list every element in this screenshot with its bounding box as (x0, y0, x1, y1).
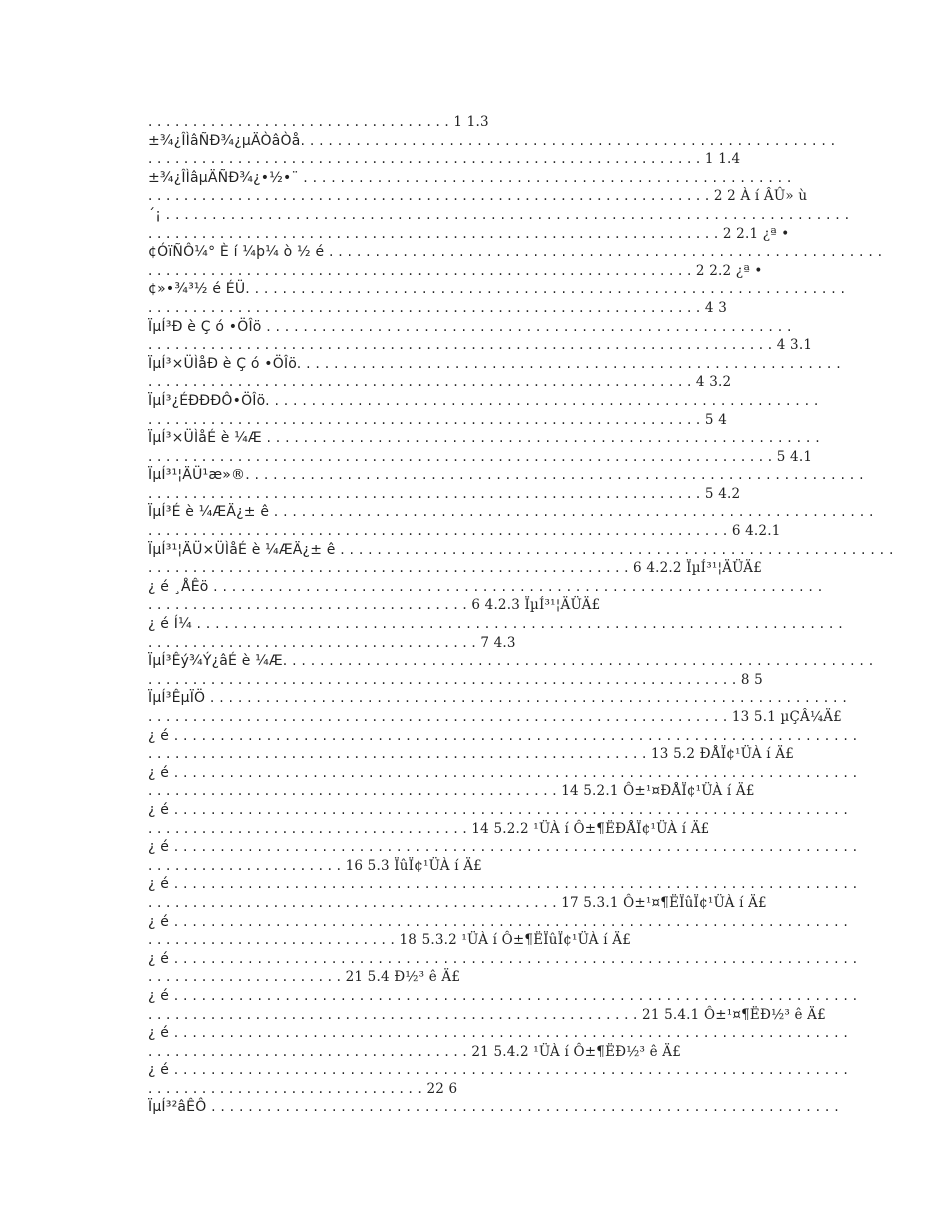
toc-entry-title: ÏµÍ³É è ¼ÆÄ¿± ê . . . . . . . . . . . . . . . . . . . . . . . . . . . . . . . . . . . . . . . . . . . . . . . . . . . . . . . . . . . . . . . . . (148, 504, 874, 521)
toc-entry-title: ÏµÍ³×ÜÌåÐ è Ç ó •ÖÎö. . . . . . . . . . . . . . . . . . . . . . . . . . . . . . . . . . . . . . . . . . . . . . . . . . . . . . . . . . . (148, 355, 841, 372)
toc-entry-title: ÏµÍ³¹¦ÄÜ×ÜÌåÉ è ¼ÆÄ¿± ê . . . . . . . . . . . . . . . . . . . . . . . . . . . . . . . . . . . . . . . . . . . . . . . . . . . . . . . . . . . . (148, 541, 894, 558)
toc-dots-line: . . . . . . . . . . . . . . . . . . . . . . . . . . . . . . . . . . . . . . . . . . . . . . . . . . . . . . 6 4.2.2 ÏµÍ³¹¦ÄÜÄ£ (148, 560, 763, 577)
toc-entry-title: ÏµÍ³ÊµÏÖ . . . . . . . . . . . . . . . . . . . . . . . . . . . . . . . . . . . . . . . . . . . . . . . . . . . . . . . . . . . . . . . . . . . . . (148, 690, 848, 707)
toc-entry-title: ÏµÍ³¿ÉÐÐÐÔ•ÖÎö. . . . . . . . . . . . . . . . . . . . . . . . . . . . . . . . . . . . . . . . . . . . . . . . . . . . . . . . . . . . (148, 392, 819, 409)
toc-dots-line: . . . . . . . . . . . . . . . . . . . . . . . . . . . . . . . . . . . . . . . . . . . . . . . . . . . . . . . . . . . . . . . . . . 8 5 (148, 671, 763, 688)
toc-entry-title: ÏµÍ³²âÊÔ . . . . . . . . . . . . . . . . . . . . . . . . . . . . . . . . . . . . . . . . . . . . . . . . . . . . . . . . . . . . . . . . . . . . (148, 1099, 839, 1116)
toc-dots-line: . . . . . . . . . . . . . . . . . . . . . . . . . . . . . . . . . . . . . . . . . . . . . . . . . . . . . . . . . . . . . . . . 2 2.1 ¿ª • (148, 225, 790, 242)
toc-entry-title: ¿ é . . . . . . . . . . . . . . . . . . . . . . . . . . . . . . . . . . . . . . . . . . . . . . . . . . . . . . . . . . . . . . . . . . . . . . . . . (148, 913, 849, 930)
toc-entry-title: ±¾¿ÎÌâÑÐ¾¿µÄÒâÒå. . . . . . . . . . . . . . . . . . . . . . . . . . . . . . . . . . . . . . . . . . . . . . . . . . . . . . . . . . (148, 132, 836, 149)
toc-dots-line: . . . . . . . . . . . . . . . . . . . . . . . . . . . . . . . . . . . . . . . . . . . . . . 14 5.2.1 Ô±¹¤ÐÅÏ¢¹ÜÀ í Ä£ (148, 783, 755, 800)
toc-dots-line: . . . . . . . . . . . . . . . . . . . . . . . . . . . . . . . . . . 1 1.3 (148, 114, 489, 130)
toc-dots-line: . . . . . . . . . . . . . . . . . . . . . . . . . . . . . . . . . . . . . . . . . . . . . . . . . . . . . . . . . . . . . . . . . 13 5.1 µÇÂ¼Ä£ (148, 709, 842, 725)
table-of-contents (148, 113, 894, 1117)
toc-entry-title: ¢ÓïÑÔ¼° È í ¼þ¼ ò ½ é . . . . . . . . . . . . . . . . . . . . . . . . . . . . . . . . . . . . . . . . . . . . . . . . . . . . . . . . . . . . (148, 244, 883, 261)
toc-dots-line: . . . . . . . . . . . . . . . . . . . . . . . . . . . . . . . . . . . . 6 4.2.3 ÏµÍ³¹¦ÄÜÄ£ (148, 597, 601, 614)
toc-entry-title: ¢»•¾³½ é ÉÜ. . . . . . . . . . . . . . . . . . . . . . . . . . . . . . . . . . . . . . . . . . . . . . . . . . . . . . . . . . . . . . . . . (148, 281, 846, 298)
toc-entry-title: ¿ é . . . . . . . . . . . . . . . . . . . . . . . . . . . . . . . . . . . . . . . . . . . . . . . . . . . . . . . . . . . . . . . . . . . . . . . . . (148, 1062, 849, 1079)
toc-entry-title: ¿ é . . . . . . . . . . . . . . . . . . . . . . . . . . . . . . . . . . . . . . . . . . . . . . . . . . . . . . . . . . . . . . . . . . . . . . . . . . (148, 839, 858, 856)
toc-dots-line: . . . . . . . . . . . . . . . . . . . . . . . . . . . . . . . . . . . . . . . . . . . . . . . . . . . . . . . . . . . . . . 1 1.4 (148, 151, 741, 168)
toc-entry-title: ÏµÍ³×ÜÌåÉ è ¼Æ . . . . . . . . . . . . . . . . . . . . . . . . . . . . . . . . . . . . . . . . . . . . . . . . . . . . . . . . . . . . (148, 430, 820, 447)
toc-entry-title: ¿ é . . . . . . . . . . . . . . . . . . . . . . . . . . . . . . . . . . . . . . . . . . . . . . . . . . . . . . . . . . . . . . . . . . . . . . . . . (148, 801, 849, 818)
toc-dots-line: . . . . . . . . . . . . . . . . . . . . . . . . . . . . . . . . . . . . . . . . . . . . . . . . . . . . . . . . . . . . . 4 3.2 (148, 374, 732, 391)
toc-entry-title: ¿ é Í¼ . . . . . . . . . . . . . . . . . . . . . . . . . . . . . . . . . . . . . . . . . . . . . . . . . . . . . . . . . . . . . . . . . . . . . . (148, 616, 843, 633)
toc-entry-title: ¿ é . . . . . . . . . . . . . . . . . . . . . . . . . . . . . . . . . . . . . . . . . . . . . . . . . . . . . . . . . . . . . . . . . . . . . . . . . . (148, 876, 858, 893)
toc-entry-title: ÏµÍ³Êý¾Ý¿âÉ è ¼Æ. . . . . . . . . . . . . . . . . . . . . . . . . . . . . . . . . . . . . . . . . . . . . . . . . . . . . . . . . . . . . . . . (148, 653, 874, 670)
toc-entry-title: ÏµÍ³Ð è Ç ó •ÖÎö . . . . . . . . . . . . . . . . . . . . . . . . . . . . . . . . . . . . . . . . . . . . . . . . . . . . . . . . . (148, 318, 792, 335)
toc-dots-line: . . . . . . . . . . . . . . . . . . . . . . . . . . . . 18 5.3.2 ¹ÜÀ í Ô±¶ËÏûÏ¢¹ÜÀ í Ä£ (148, 932, 631, 949)
toc-entry-title: ¿ é . . . . . . . . . . . . . . . . . . . . . . . . . . . . . . . . . . . . . . . . . . . . . . . . . . . . . . . . . . . . . . . . . . . . . . . . . . (148, 727, 858, 744)
toc-entry-title: ÏµÍ³¹¦ÄÜ¹æ»®. . . . . . . . . . . . . . . . . . . . . . . . . . . . . . . . . . . . . . . . . . . . . . . . . . . . . . . . . . . . . . . . . . . (148, 467, 864, 484)
toc-dots-line: . . . . . . . . . . . . . . . . . . . . . . . . . . . . . . . . . . . . 14 5.2.2 ¹ÜÀ í Ô±¶ËÐÅÏ¢¹ÜÀ í Ä£ (148, 820, 710, 837)
toc-entry-title: ±¾¿ÎÌâµÄÑÐ¾¿•½•¨ . . . . . . . . . . . . . . . . . . . . . . . . . . . . . . . . . . . . . . . . . . . . . . . . . . . . . (148, 169, 792, 186)
toc-dots-line: . . . . . . . . . . . . . . . . . . . . . . . . . . . . . . . . . . . . 21 5.4.2 ¹ÜÀ í Ô±¶ËÐ½³ ê Ä£ (148, 1043, 682, 1060)
toc-entry-title: ¿ é . . . . . . . . . . . . . . . . . . . . . . . . . . . . . . . . . . . . . . . . . . . . . . . . . . . . . . . . . . . . . . . . . . . . . . . . . . (148, 987, 858, 1004)
toc-dots-line: . . . . . . . . . . . . . . . . . . . . . . . . . . . . . . . . . . . . . . . . . . . . . . . . . . . . . . . . . . . . . . . . . . . . . . 5 4.1 (148, 448, 813, 465)
toc-dots-line: . . . . . . . . . . . . . . . . . . . . . . . . . . . . . . . . . . . . . . . . . . . . . . 17 5.3.1 Ô±¹¤¶ËÏûÏ¢¹ÜÀ í Ä£ (148, 894, 767, 911)
toc-dots-line: . . . . . . . . . . . . . . . . . . . . . . . . . . . . . . . . . . . . . . . . . . . . . . . . . . . . . . . 21 5.4.1 Ô±¹¤¶ËÐ½³ ê Ä£ (148, 1006, 826, 1023)
toc-dots-line: . . . . . . . . . . . . . . . . . . . . . . . . . . . . . . . . . . . . . . . . . . . . . . . . . . . . . . . . . . . . . . 5 4 (148, 411, 727, 428)
toc-dots-line: . . . . . . . . . . . . . . . . . . . . . . . . . . . . . . . . . . . . . 7 4.3 (148, 634, 516, 651)
toc-dots-line: . . . . . . . . . . . . . . . . . . . . . . . . . . . . . . . . . . . . . . . . . . . . . . . . . . . . . . . . . . . . . . . . . 6 4.2.1 (148, 523, 781, 540)
toc-entry-title: ¿ é . . . . . . . . . . . . . . . . . . . . . . . . . . . . . . . . . . . . . . . . . . . . . . . . . . . . . . . . . . . . . . . . . . . . . . . . . . (148, 764, 858, 781)
toc-dots-line: . . . . . . . . . . . . . . . . . . . . . . . . . . . . . . . 22 6 (148, 1080, 458, 1097)
toc-entry-title: ¿ é . . . . . . . . . . . . . . . . . . . . . . . . . . . . . . . . . . . . . . . . . . . . . . . . . . . . . . . . . . . . . . . . . . . . . . . . . . (148, 950, 858, 967)
toc-entry-title: ¿ é ¸ÅÊö . . . . . . . . . . . . . . . . . . . . . . . . . . . . . . . . . . . . . . . . . . . . . . . . . . . . . . . . . . . . . . . . . . (148, 578, 823, 595)
toc-dots-line: . . . . . . . . . . . . . . . . . . . . . . . . . . . . . . . . . . . . . . . . . . . . . . . . . . . . . . . . . . . . . 2 2.2 ¿ª • (148, 262, 763, 279)
toc-dots-line: . . . . . . . . . . . . . . . . . . . . . . . . . . . . . . . . . . . . . . . . . . . . . . . . . . . . . . . . . . . . . . . 2 2 À í ÂÛ» ù (148, 188, 808, 205)
toc-dots-line: . . . . . . . . . . . . . . . . . . . . . . 21 5.4 Ð½³ ê Ä£ (148, 969, 461, 986)
toc-dots-line: . . . . . . . . . . . . . . . . . . . . . . . . . . . . . . . . . . . . . . . . . . . . . . . . . . . . . . . . . . . . . . 5 4.2 (148, 485, 741, 502)
toc-dots-line: . . . . . . . . . . . . . . . . . . . . . . . . . . . . . . . . . . . . . . . . . . . . . . . . . . . . . . . . . . . . . . 4 3 (148, 299, 727, 316)
toc-dots-line: . . . . . . . . . . . . . . . . . . . . . . . . . . . . . . . . . . . . . . . . . . . . . . . . . . . . . . . . 13 5.2 ÐÅÏ¢¹ÜÀ í Ä£ (148, 746, 794, 763)
toc-dots-line: . . . . . . . . . . . . . . . . . . . . . . 16 5.3 ÏûÏ¢¹ÜÀ í Ä£ (148, 857, 482, 874)
toc-entry-title: ´¡ . . . . . . . . . . . . . . . . . . . . . . . . . . . . . . . . . . . . . . . . . . . . . . . . . . . . . . . . . . . . . . . . . . . . . . . . . . (148, 206, 850, 223)
toc-dots-line: . . . . . . . . . . . . . . . . . . . . . . . . . . . . . . . . . . . . . . . . . . . . . . . . . . . . . . . . . . . . . . . . . . . . . . 4 3.1 (148, 337, 813, 354)
toc-entry-title: ¿ é . . . . . . . . . . . . . . . . . . . . . . . . . . . . . . . . . . . . . . . . . . . . . . . . . . . . . . . . . . . . . . . . . . . . . . . . . (148, 1025, 849, 1042)
